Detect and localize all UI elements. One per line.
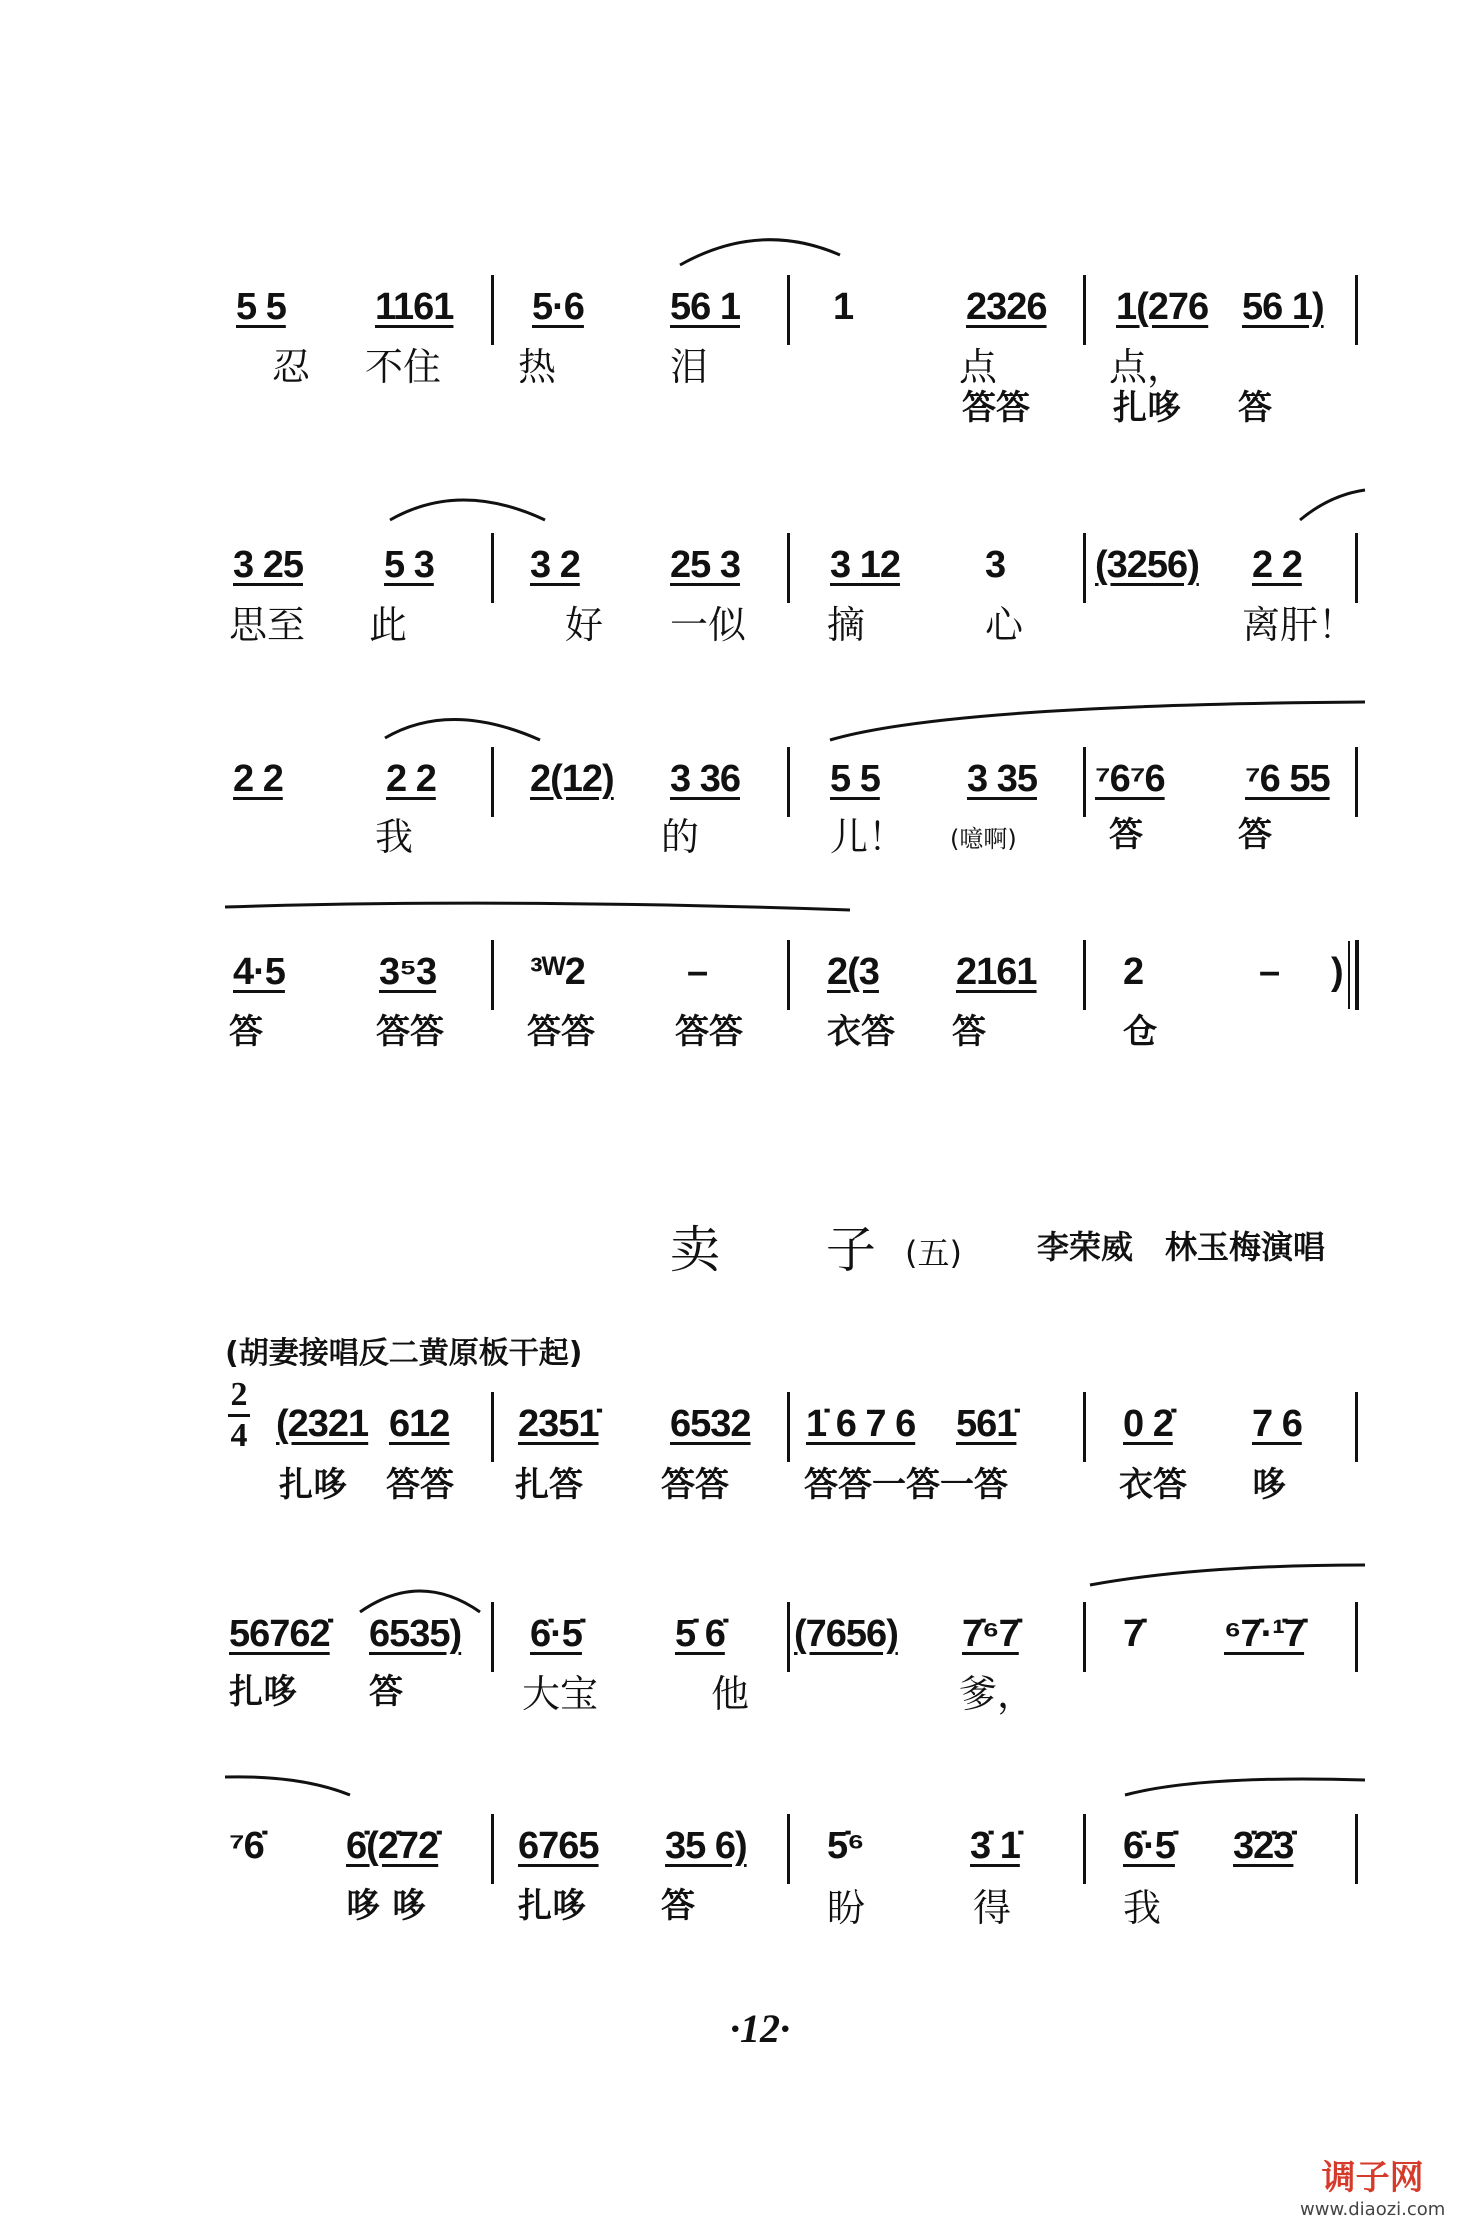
percussion-syllable: 答 [661,1886,695,1926]
note-group: 5̇⁶ [827,1825,864,1867]
slur [830,702,1365,740]
slur [390,500,545,520]
lyric: 大宝 [522,1672,599,1716]
note-group: ⁷6̇ [229,1825,264,1867]
note-group: – [1259,951,1280,993]
note-group: ³ᵂ2 [530,951,585,993]
percussion-syllable: 答 [369,1672,403,1712]
slur [225,903,850,910]
bar-line [491,1814,494,1884]
percussion-syllable: 衣答 [827,1012,895,1052]
lyric: 不住 [365,345,442,389]
percussion-syllable: 扎答 [515,1465,583,1505]
lyric: 心 [985,603,1024,647]
note-group: 3̇ 1̇ [970,1825,1020,1867]
note-group: ) [1331,951,1343,993]
bar-line [491,1602,494,1672]
slur [360,1591,480,1612]
note-group: 5̇ 6̇ [675,1613,725,1655]
note-group: ⁷6⁷6 [1095,758,1165,800]
bar-line [787,1392,790,1462]
bar-line [787,940,790,1010]
lyric: 点， [1109,345,1186,389]
song-title: 卖 子 [670,1221,876,1279]
lyric: 点 [959,345,998,389]
note-group: 2 [1123,951,1144,993]
note-group: (3256) [1095,544,1199,586]
watermark-name: 调子网 [1321,2158,1424,2198]
note-group: 3 35 [967,758,1037,800]
note-group: 2 2 [1252,544,1302,586]
lyric: 摘 [827,603,866,647]
bar-line [1355,1814,1358,1884]
song-part-number: (五) [905,1234,962,1272]
page-number: ·12· [730,2006,790,2051]
percussion-syllable: 答答 [661,1465,729,1505]
note-group: 3 12 [830,544,900,586]
percussion-syllable: 答答 [376,1012,444,1052]
note-group: 2 2 [386,758,436,800]
note-group: 612 [389,1403,450,1445]
percussion-syllable: 仓 [1123,1012,1157,1052]
time-signature-bottom: 4 [230,1417,248,1454]
slur [1125,1779,1365,1795]
note-group: – [687,951,708,993]
performance-instruction: (胡妻接唱反二黄原板干起) [225,1336,583,1371]
watermark-url: www.diaozi.com [1300,2199,1446,2220]
bar-line [1083,275,1086,345]
note-group: 5·6 [532,286,584,328]
note-group: (7656) [794,1613,898,1655]
bar-line [1355,1392,1358,1462]
note-group: 3 [985,544,1006,586]
lyric: 一似 [670,603,747,647]
note-group: 3 25 [233,544,303,586]
percussion-syllable: 衣答 [1119,1465,1187,1505]
time-signature [228,1378,250,1453]
bar-line [1083,533,1086,603]
percussion-syllable: 哆 [1252,1465,1286,1505]
note-group: 6535) [369,1613,462,1655]
bar-line [787,747,790,817]
note-group: 56762̇ [229,1613,330,1655]
note-group: ⁶7̇·¹̇7̇ [1224,1613,1305,1655]
slur [680,240,840,265]
note-group: 1161 [375,286,454,328]
note-group: 7̇ [1123,1613,1144,1655]
bar-line [1355,533,1358,603]
bar-line [1083,1814,1086,1884]
bar-line [491,940,494,1010]
note-group: 56 1 [670,286,740,328]
note-group: 2 2 [233,758,283,800]
note-group: 2351̇ [518,1403,599,1445]
bar-line [1083,747,1086,817]
bar-line [1083,1602,1086,1672]
percussion-syllable: 答 [229,1012,263,1052]
note-group: 2(12) [530,758,614,800]
bar-line [491,1392,494,1462]
bar-line [1355,275,1358,345]
note-group: 4·5 [233,951,285,993]
lyric: 他 [711,1672,750,1716]
percussion-syllable: 答答 [962,388,1030,428]
time-signature-top: 2 [230,1376,248,1413]
lyric: 我 [375,815,414,859]
note-group: 25 3 [670,544,740,586]
watermark [1300,2150,1445,2220]
note-group: 2161 [956,951,1037,993]
lyric: (噫啊) [950,825,1017,853]
percussion-syllable: 扎哆 [279,1465,347,1505]
lyric: 盼 [827,1886,866,1930]
note-group: 6̇·5̇ [1123,1825,1175,1867]
note-group: 7̇⁶7̇ [962,1613,1019,1655]
percussion-syllable: 哆 哆 [346,1886,426,1926]
note-group: 7 6 [1252,1403,1302,1445]
slur [1300,490,1365,520]
note-group: 0 2̇ [1123,1403,1173,1445]
note-group: 2326 [966,286,1047,328]
lyric: 泪 [670,345,709,389]
percussion-syllable: 扎哆 [1113,388,1181,428]
note-group: 5 3 [384,544,434,586]
lyric: 我 [1123,1886,1162,1930]
lyric: 好 [565,603,604,647]
slur [385,719,540,740]
lyric: 忍 [272,345,311,389]
bar-line [491,275,494,345]
percussion-syllable: 答 [1238,388,1272,428]
note-group: 1 [833,286,854,328]
note-group: 35 6) [665,1825,747,1867]
lyric: 得 [973,1886,1012,1930]
bar-line [1355,747,1358,817]
lyric: 此 [369,603,408,647]
lyric: 儿！ [830,815,907,859]
note-group: 3 2 [530,544,580,586]
percussion-syllable: 扎哆 [229,1672,297,1712]
slur [1090,1565,1365,1585]
percussion-syllable: 答答 [675,1012,743,1052]
bar-line [1083,1392,1086,1462]
note-group: 56 1) [1242,286,1324,328]
note-group: 6̇(2̇72̇ [346,1825,439,1867]
lyric: 热 [518,345,557,389]
performers: 李荣威 林玉梅演唱 [1037,1228,1326,1266]
note-group: ⁷6 55 [1245,758,1330,800]
bar-line [1355,1602,1358,1672]
percussion-syllable: 答答 [527,1012,595,1052]
note-group: 1̇ 6 7 6 [806,1403,916,1445]
percussion-syllable: 扎哆 [518,1886,586,1926]
percussion-syllable: 答答 [386,1465,454,1505]
lyric: 爹， [959,1672,1036,1716]
note-group: 5 5 [236,286,286,328]
bar-line [491,747,494,817]
final-double-bar [1355,940,1359,1010]
lyric: 思至 [229,603,306,647]
note-group: (2321 [276,1403,369,1445]
note-group: 3⁵3 [379,951,437,993]
slur [225,1777,350,1795]
note-group: 6532 [670,1403,751,1445]
bar-line [1083,940,1086,1010]
percussion-syllable: 答 [1238,815,1272,855]
lyric: 离肝！ [1242,603,1357,647]
percussion-syllable: 答答一答一答 [804,1465,1008,1505]
bar-line [491,533,494,603]
note-group: 561̇ [956,1403,1017,1445]
note-group: 6765 [518,1825,599,1867]
note-group: 2(3 [827,951,879,993]
bar-line [787,275,790,345]
bar-line [787,1814,790,1884]
lyric: 的 [661,815,700,859]
note-group: 5 5 [830,758,880,800]
bar-line [787,533,790,603]
note-group: 6̇·5̇ [530,1613,582,1655]
bar-line [787,1602,790,1672]
note-group: 3 36 [670,758,740,800]
note-group: 3̇2̇3̇ [1233,1825,1294,1867]
percussion-syllable: 答 [952,1012,986,1052]
note-group: 1(276 [1116,286,1209,328]
percussion-syllable: 答 [1109,815,1143,855]
